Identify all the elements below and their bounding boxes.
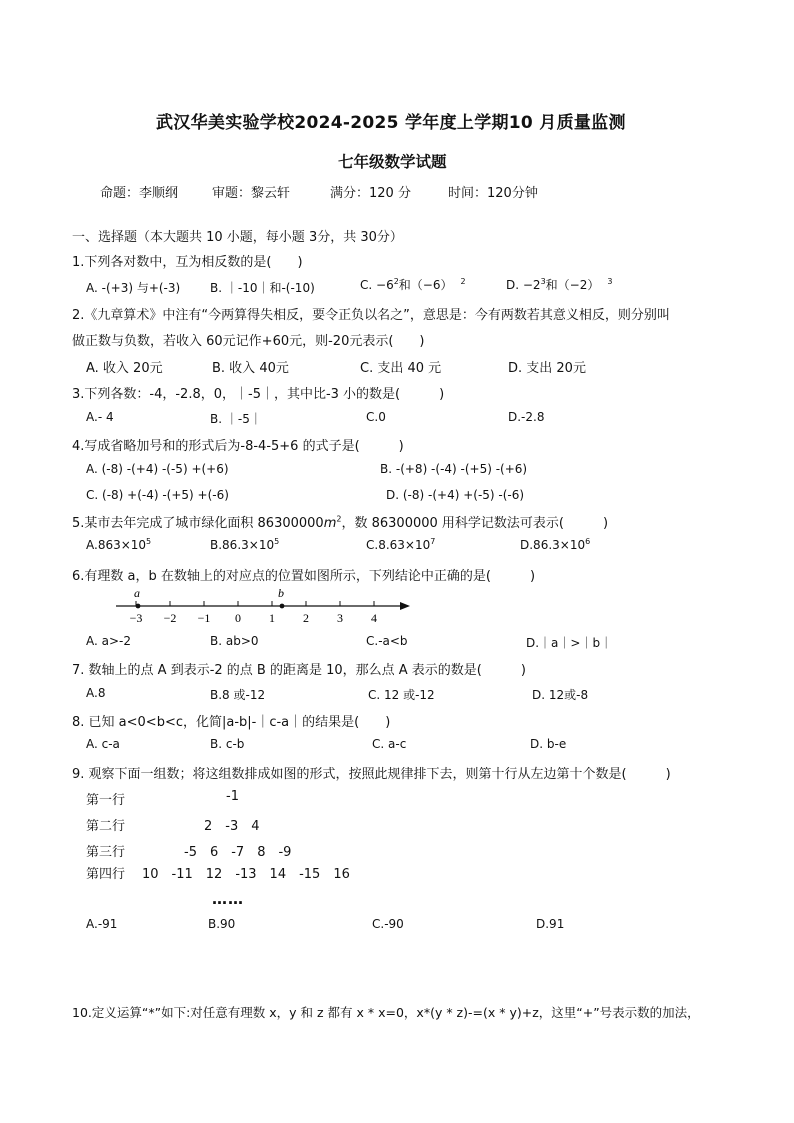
q1-option-b: B. ｜-10｜和-(-10) (210, 281, 315, 295)
tick-label: −3 (129, 611, 143, 625)
exam-author: 命题：李顺纲 (100, 186, 179, 201)
tick-label: −2 (163, 611, 177, 625)
q2-option-c: C. 支出 40 元 (360, 361, 442, 376)
q6-option-d: D.｜a｜>｜b｜ (526, 636, 613, 650)
point-b (280, 604, 285, 609)
number-line-arrow (400, 602, 410, 610)
tick-label: 4 (371, 611, 377, 625)
question-8-stem: 8. 已知 a<0<b<c，化简|a-b|-｜c-a｜的结果是( ) (72, 715, 391, 730)
exam-subtitle: 七年级数学试题 (338, 153, 447, 171)
question-7-stem: 7. 数轴上的点 A 到表示-2 的点 B 的距离是 10，那么点 A 表示的数是( ) (72, 663, 526, 678)
q9-option-d: D.91 (536, 917, 565, 931)
q7-option-c: C. 12 或-12 (368, 688, 435, 702)
question-2-stem-line1: 2.《九章算术》中注有“今两算得失相反，要令正负以名之”，意思是：今有两数若其意义相反，则分别叫 (72, 308, 670, 323)
q8-option-b: B. c-b (210, 737, 245, 751)
point-a (136, 604, 141, 609)
q8-option-d: D. b-e (530, 737, 567, 751)
q3-option-b: B. ｜-5｜ (210, 412, 262, 426)
tick-label: 1 (269, 611, 275, 625)
tick-label: 0 (235, 611, 241, 625)
question-2-stem-line2: 做正数与负数，若收入 60元记作+60元，则-20元表示( ) (72, 334, 425, 349)
q2-option-d: D. 支出 20元 (508, 361, 586, 376)
sequence-row-4-label: 第四行 (86, 867, 126, 882)
sequence-ellipsis: …… (212, 890, 244, 908)
q9-option-a: A.-91 (86, 917, 118, 931)
exam-time: 时间：120分钟 (448, 186, 538, 201)
sequence-row-2-values: 2 -3 4 (204, 819, 260, 834)
q4-option-a: A. (-8) -(+4) -(-5) +(+6) (86, 462, 229, 476)
sequence-row-3-values: -5 6 -7 8 -9 (184, 845, 292, 860)
q9-option-c: C.-90 (372, 917, 404, 931)
number-line-ticks (136, 601, 374, 606)
sequence-row-1-values: -1 (226, 789, 239, 804)
q4-option-d: D. (-8) -(+4) +(-5) -(-6) (386, 488, 525, 502)
q5-option-d: $D.86.3\times 10^6$ (520, 537, 591, 552)
tick-label: 3 (337, 611, 343, 625)
question-1-stem: 1.下列各对数中，互为相反数的是( ) (72, 255, 303, 270)
question-10-stem: 10.定义运算“*”如下:对任意有理数 x，y 和 z 都有 x * x=0，x*(y * z)-=(x * y)+z，这里“+”号表示数的加法， (72, 1005, 700, 1020)
exam-reviewer: 审题：黎云轩 (212, 186, 291, 201)
q3-option-c: C.0 (366, 410, 386, 424)
sequence-row-1-label: 第一行 (86, 793, 126, 808)
q3-option-d: D.-2.8 (508, 410, 545, 424)
number-line-figure (110, 584, 420, 626)
point-a-label: a (134, 586, 140, 600)
sequence-row-2-label: 第二行 (86, 819, 126, 834)
exam-full-score: 满分：120 分 (330, 186, 411, 201)
question-4-stem: 4.写成省略加号和的形式后为-8-4-5+6 的式子是( ) (72, 439, 404, 454)
tick-label: 2 (303, 611, 309, 625)
q7-option-b: B.8 或-12 (210, 688, 266, 702)
q3-option-a: A.- 4 (86, 410, 114, 424)
q2-option-a: A. 收入 20元 (86, 361, 163, 376)
q5-option-a: $A.863\times 10^5$ (86, 537, 152, 552)
section-heading: 一、选择题（本大题共 10 小题，每小题 3分，共 30分） (72, 230, 403, 245)
q5-option-c: $C.8.63\times 10^7$ (366, 537, 436, 552)
q4-option-c: C. (-8) +(-4) -(+5) +(-6) (86, 488, 229, 502)
sequence-row-4-values: 10 -11 12 -13 14 -15 16 (142, 867, 350, 882)
q1-option-d: D. $-2^3$和（−2） $^3$ (506, 277, 613, 292)
question-3-stem: 3.下列各数：-4，-2.8，0，｜-5｜，其中比-3 小的数是( ) (72, 387, 445, 402)
q1-option-a: A. -(+3) 与+(-3) (86, 281, 181, 295)
q6-option-c: C.-a<b (366, 634, 408, 648)
q2-option-b: B. 收入 40元 (212, 361, 289, 376)
question-9-stem: 9. 观察下面一组数；将这组数排成如图的形式，按照此规律排下去，则第十行从左边第十个数是( ) (72, 767, 671, 782)
q8-option-c: C. a-c (372, 737, 407, 751)
point-b-label: b (278, 586, 284, 600)
q4-option-b: B. -(+8) -(-4) -(+5) -(+6) (380, 462, 528, 476)
question-5-stem: 5.某市去年完成了城市绿化面积 $86300000m^2$，数 86300000 用科学记数法可表示( ) (72, 514, 609, 531)
q9-option-b: B.90 (208, 917, 236, 931)
exam-title: 武汉华美实验学校2024-2025 学年度上学期10 月质量监测 (156, 113, 626, 133)
sequence-row-3-label: 第三行 (86, 845, 126, 860)
q7-option-a: A.8 (86, 686, 106, 700)
q7-option-d: D. 12或-8 (532, 688, 589, 702)
tick-label: −1 (197, 611, 211, 625)
q8-option-a: A. c-a (86, 737, 120, 751)
q5-option-b: $B.86.3\times 10^5$ (210, 537, 280, 552)
question-6-stem: 6.有理数 a，b 在数轴上的对应点的位置如图所示，下列结论中正确的是( ) (72, 569, 536, 584)
q1-option-c: C. $-6^2$和（−6） $^2$ (360, 277, 466, 292)
q6-option-b: B. ab>0 (210, 634, 259, 648)
q6-option-a: A. a>-2 (86, 634, 131, 648)
